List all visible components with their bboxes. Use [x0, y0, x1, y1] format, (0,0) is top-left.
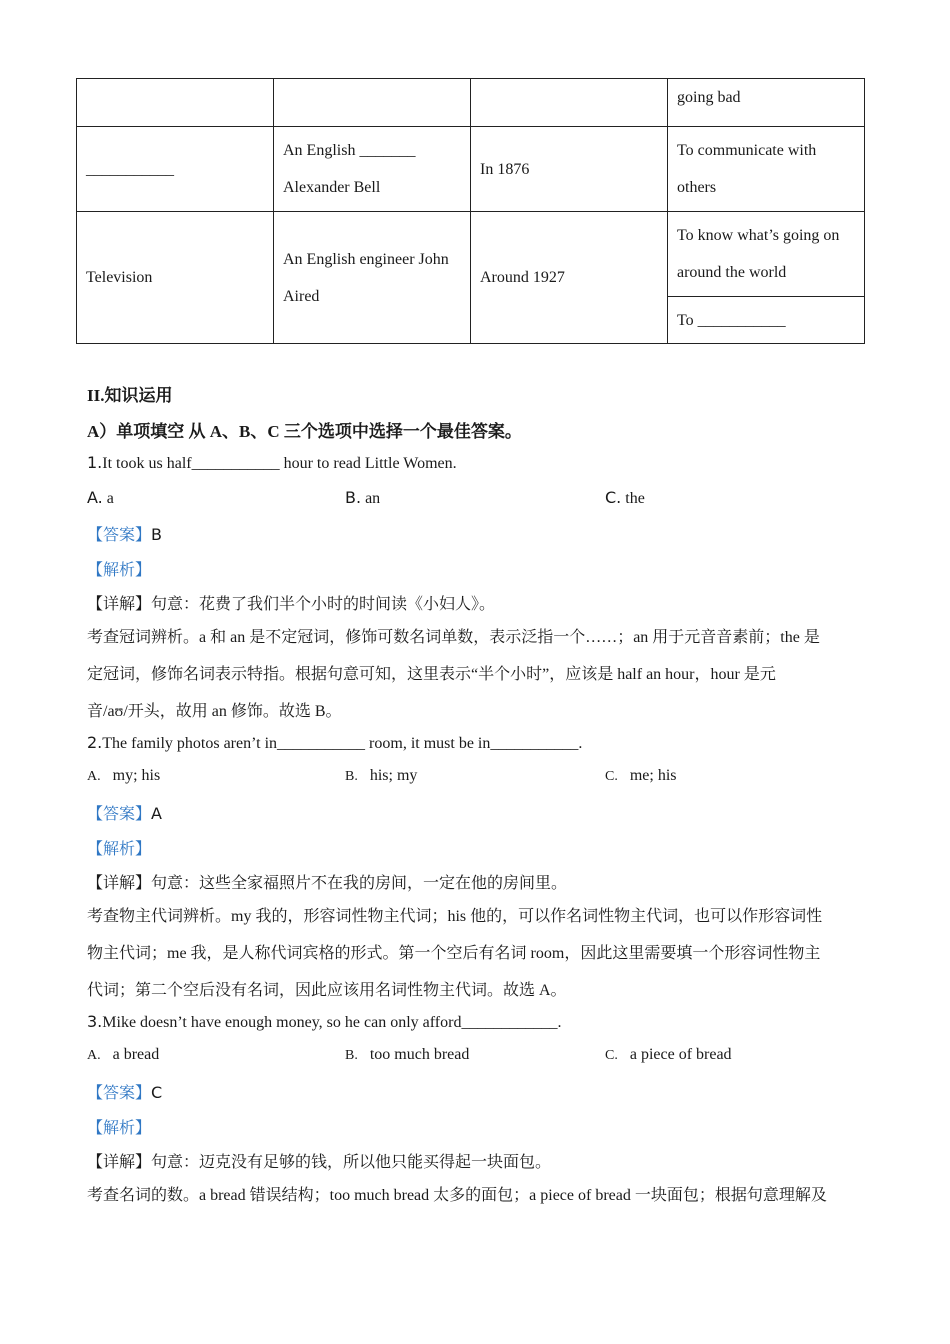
explanation-line: 考查名词的数。a bread 错误结构；too much bread 太多的面包；a piece of bread 一块面包；根据句意理解及 — [87, 1187, 827, 1204]
table-cell — [274, 127, 471, 212]
table-cell — [668, 127, 865, 212]
analysis-tag: 【解析】 — [87, 562, 152, 579]
detail-text: 句意：迈克没有足够的钱，所以他只能买得起一块面包。 — [151, 1154, 552, 1171]
detail-text: 句意：这些全家福照片不在我的房间，一定在他的房间里。 — [151, 875, 568, 892]
option-a[interactable] — [87, 767, 160, 785]
option-letter: A. — [87, 1048, 101, 1063]
answer-tag: 【答案】 — [87, 806, 152, 823]
table-cell — [668, 212, 865, 297]
cell-text: To know what’s going on — [677, 227, 840, 244]
question-text: Mike doesn’t have enough money, so he can only afford____________. — [102, 1014, 562, 1031]
answer-line — [87, 1080, 162, 1103]
explanation-line: 定冠词，修饰名词表示特指。根据句意可知，这里表示“半个小时”，应该是 half an hour，hour 是元 — [87, 666, 776, 683]
option-letter: B. — [345, 488, 362, 507]
table-cell — [77, 79, 274, 127]
detail-text: 句意：花费了我们半个小时的时间读《小妇人》。 — [151, 596, 496, 613]
detail-tag: 【详解】 — [87, 1154, 152, 1171]
option-letter: A. — [87, 769, 101, 784]
option-letter: C. — [605, 488, 622, 507]
option-text: a bread — [112, 1046, 160, 1063]
question-number: 3. — [87, 1012, 103, 1031]
question-1 — [87, 453, 457, 473]
table-row — [77, 79, 865, 127]
question-number: 1. — [87, 453, 103, 472]
table-cell — [274, 79, 471, 127]
detail-tag: 【详解】 — [87, 596, 152, 613]
option-letter: C. — [605, 769, 618, 784]
answer-line — [87, 522, 162, 545]
question-text: It took us half___________ hour to read Little Women. — [102, 455, 457, 472]
option-text: a piece of bread — [629, 1046, 732, 1063]
question-number: 2. — [87, 733, 103, 752]
detail-line — [87, 591, 495, 614]
explanation-line: 音/aʊ/开头，故用 an 修饰。故选 B。 — [87, 703, 342, 720]
answer-value: B — [151, 525, 162, 544]
option-c[interactable] — [605, 488, 645, 508]
answer-tag: 【答案】 — [87, 527, 152, 544]
option-c[interactable] — [605, 1046, 732, 1064]
table-cell: To ___________ — [668, 297, 865, 344]
explanation-line: 物主代词；me 我，是人称代词宾格的形式。第一个空后有名词 room，因此这里需要填一个形容词性物主 — [87, 945, 821, 962]
cell-text: around the world — [677, 264, 787, 281]
option-letter: B. — [345, 1048, 358, 1063]
answer-line — [87, 801, 162, 824]
option-text: me; his — [629, 767, 677, 784]
question-3 — [87, 1012, 561, 1032]
option-text: the — [625, 490, 645, 507]
table-cell — [274, 212, 471, 344]
option-text: my; his — [112, 767, 161, 784]
section-title: II.知识运用 — [87, 386, 173, 405]
answer-value: C — [151, 1083, 163, 1102]
answer-tag: 【答案】 — [87, 1085, 152, 1102]
inventions-table — [76, 78, 865, 344]
option-text: a — [106, 490, 114, 507]
detail-line — [87, 870, 567, 893]
detail-tag: 【详解】 — [87, 875, 152, 892]
analysis-tag: 【解析】 — [87, 1120, 152, 1137]
option-letter: C. — [605, 1048, 618, 1063]
option-b[interactable] — [345, 488, 380, 508]
cell-text: An English _______ — [283, 142, 416, 159]
analysis-tag: 【解析】 — [87, 841, 152, 858]
option-text: too much bread — [369, 1046, 470, 1063]
table-cell — [668, 79, 865, 127]
table-cell: Television — [77, 212, 274, 344]
table-row — [77, 212, 865, 297]
option-c[interactable] — [605, 767, 677, 785]
option-text: an — [365, 490, 381, 507]
table-cell: Around 1927 — [471, 212, 668, 344]
cell-text: An English engineer John — [283, 250, 449, 268]
option-text: his; my — [369, 767, 418, 784]
option-b[interactable] — [345, 1046, 469, 1064]
table-cell — [471, 79, 668, 127]
cell-text: going bad — [677, 89, 741, 106]
option-b[interactable] — [345, 767, 417, 785]
option-letter: A. — [87, 488, 103, 507]
table-cell: ___________ — [77, 127, 274, 212]
explanation-line: 代词；第二个空后没有名词，因此应该用名词性物主代词。故选 A。 — [87, 982, 567, 999]
explanation-line: 考查冠词辨析。a 和 an 是不定冠词，修饰可数名词单数，表示泛指一个……；an 用于元音音素前；the 是 — [87, 629, 820, 646]
question-text: The family photos aren’t in___________ room, it must be in___________. — [102, 735, 583, 752]
cell-text: Aired — [283, 287, 320, 305]
table-cell: In 1876 — [471, 127, 668, 212]
cell-text: Alexander Bell — [283, 179, 381, 196]
question-2 — [87, 733, 582, 753]
explanation-line: 考查物主代词辨析。my 我的，形容词性物主代词；his 他的，可以作名词性物主代词，也可以作形容词性 — [87, 908, 823, 925]
detail-line — [87, 1149, 551, 1172]
option-a[interactable] — [87, 1046, 159, 1064]
answer-value: A — [151, 804, 162, 823]
option-a[interactable] — [87, 488, 114, 508]
option-letter: B. — [345, 769, 358, 784]
cell-text: others — [677, 179, 717, 196]
section-subtitle: A）单项填空 从 A、B、C 三个选项中选择一个最佳答案。 — [87, 422, 522, 441]
cell-text: To communicate with — [677, 142, 817, 159]
table-row — [77, 127, 865, 212]
